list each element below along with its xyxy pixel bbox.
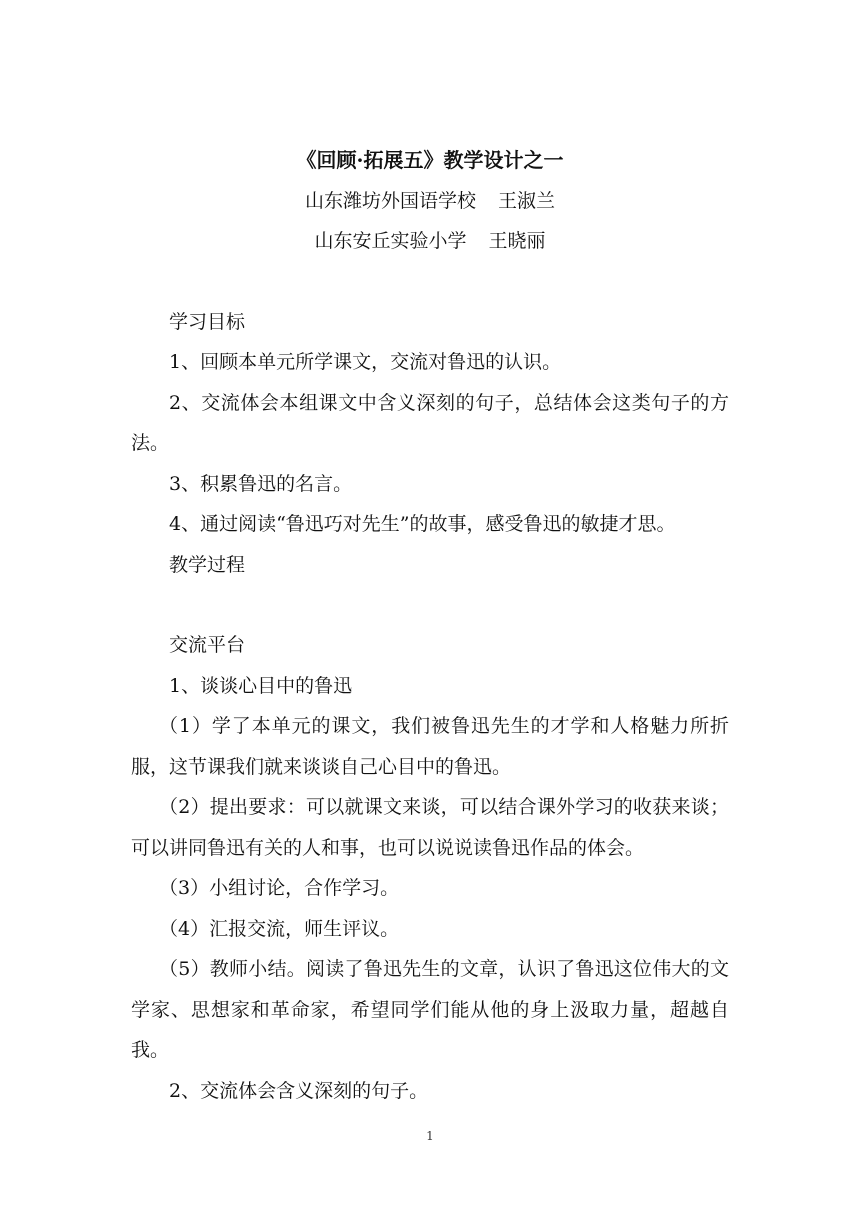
step-paragraph: （5）教师小结。阅读了鲁迅先生的文章，认识了鲁迅这位伟大的文学家、思想家和革命家，希望同学们能从他的身上汲取力量，超越自我。 — [131, 958, 729, 1061]
document-body — [131, 140, 729, 1111]
author-school: 山东潍坊外国语学校 — [304, 189, 476, 212]
author-line-1 — [131, 181, 729, 222]
document-title: 《回顾·拓展五》教学设计之一 — [296, 148, 564, 172]
spacer — [131, 262, 729, 302]
item-heading: 1、谈谈心目中的鲁迅 — [169, 674, 353, 697]
spacer — [131, 585, 729, 625]
section-heading-goals: 学习目标 — [169, 310, 246, 333]
step-paragraph: （4）汇报交流，师生评议。 — [159, 917, 400, 940]
goal-item: 3、积累鲁迅的名言。 — [169, 472, 353, 495]
section-heading-platform: 交流平台 — [169, 634, 246, 656]
step-paragraph: （2）提出要求：可以就课文来谈，可以结合课外学习的收获来谈；可以讲同鲁迅有关的人和事，也可以说说读鲁迅作品的体会。 — [131, 796, 729, 859]
step-paragraph: （1）学了本单元的课文，我们被鲁迅先生的才学和人格魅力所折服，这节课我们就来谈谈自己心目中的鲁迅。 — [131, 715, 729, 778]
page-number: 1 — [426, 1129, 434, 1143]
author-name: 王淑兰 — [498, 189, 556, 212]
author-school: 山东安丘实验小学 — [314, 230, 467, 252]
step-paragraph: （3）小组讨论，合作学习。 — [159, 877, 400, 899]
author-line-2 — [131, 221, 729, 262]
goal-item: 4、通过阅读“鲁迅巧对先生”的故事，感受鲁迅的敏捷才思。 — [169, 513, 676, 535]
section-heading-process: 教学过程 — [169, 553, 246, 576]
goal-item: 2、交流体会本组课文中含义深刻的句子，总结体会这类句子的方法。 — [131, 391, 729, 454]
author-name: 王晓丽 — [488, 230, 546, 252]
item-heading: 2、交流体会含义深刻的句子。 — [169, 1079, 429, 1102]
goal-item: 1、回顾本单元所学课文，交流对鲁迅的认识。 — [169, 351, 562, 373]
